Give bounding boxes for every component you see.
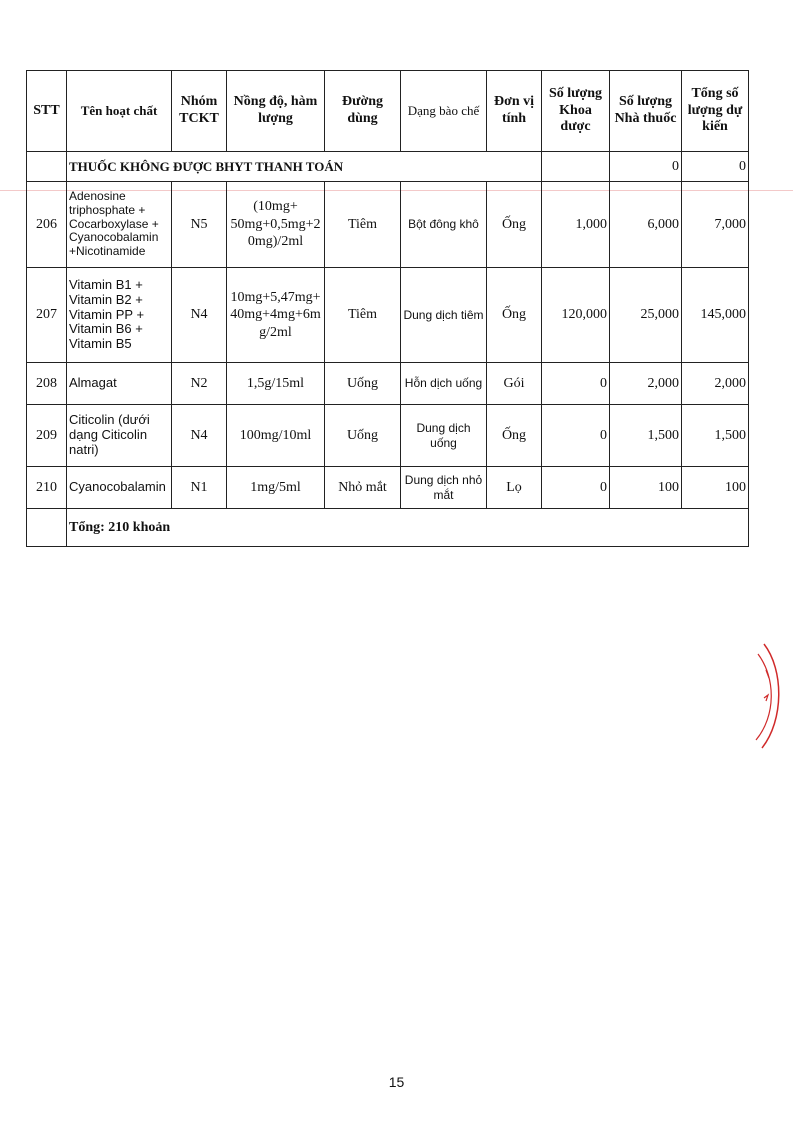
row-form: Dung dịch uống [401, 405, 487, 467]
header-name: Tên hoạt chất [67, 71, 172, 152]
row-concentration: 1,5g/15ml [227, 363, 325, 405]
row-qty-pharmacy: 25,000 [610, 268, 682, 363]
row-qty-dept: 0 [542, 363, 610, 405]
row-unit: Ống [487, 182, 542, 268]
row-group: N2 [172, 363, 227, 405]
header-qty-pharmacy: Số lượng Nhà thuốc [610, 71, 682, 152]
row-qty-total: 1,500 [682, 405, 749, 467]
table-header-row [27, 71, 749, 152]
row-stt: 207 [27, 268, 67, 363]
row-qty-total: 145,000 [682, 268, 749, 363]
drug-list-table [26, 70, 749, 547]
row-concentration: 1mg/5ml [227, 467, 325, 509]
row-qty-total: 7,000 [682, 182, 749, 268]
row-group: N4 [172, 405, 227, 467]
row-concentration: (10mg+ 50mg+0,5mg+2 0mg)/2ml [227, 182, 325, 268]
header-qty-dept: Số lượng Khoa dược [542, 71, 610, 152]
row-stt: 209 [27, 405, 67, 467]
row-form: Dung dịch nhỏ mắt [401, 467, 487, 509]
row-qty-pharmacy: 2,000 [610, 363, 682, 405]
row-name: Cyanocobalamin [67, 467, 172, 509]
row-route: Uống [325, 363, 401, 405]
row-name: Adenosine triphosphate + Cocarboxylase + Cyanocobalamin +Nicotinamide [67, 182, 172, 268]
row-qty-dept: 0 [542, 405, 610, 467]
row-name: Citicolin (dưới dạng Citicolin natri) [67, 405, 172, 467]
section-qty-dept-cell [542, 152, 610, 182]
table-row [27, 268, 749, 363]
table-row [27, 405, 749, 467]
row-concentration: 10mg+5,47mg+ 40mg+4mg+6m g/2ml [227, 268, 325, 363]
row-qty-total: 2,000 [682, 363, 749, 405]
row-unit: Lọ [487, 467, 542, 509]
row-qty-pharmacy: 1,500 [610, 405, 682, 467]
header-stt: STT [27, 71, 67, 152]
row-unit: Ống [487, 405, 542, 467]
row-unit: Ống [487, 268, 542, 363]
row-qty-pharmacy: 100 [610, 467, 682, 509]
section-qty-pharmacy: 0 [610, 152, 682, 182]
header-form: Dạng bào chế [401, 71, 487, 152]
row-qty-dept: 0 [542, 467, 610, 509]
section-qty-total: 0 [682, 152, 749, 182]
row-unit: Gói [487, 363, 542, 405]
row-route: Tiêm [325, 268, 401, 363]
row-route: Tiêm [325, 182, 401, 268]
total-stt-cell [27, 509, 67, 547]
row-route: Nhỏ mắt [325, 467, 401, 509]
section-title: THUỐC KHÔNG ĐƯỢC BHYT THANH TOÁN [67, 152, 542, 182]
row-qty-pharmacy: 6,000 [610, 182, 682, 268]
row-stt: 208 [27, 363, 67, 405]
table-row [27, 363, 749, 405]
header-group: Nhóm TCKT [172, 71, 227, 152]
table-row [27, 182, 749, 268]
row-stt: 210 [27, 467, 67, 509]
section-stt-cell [27, 152, 67, 182]
row-route: Uống [325, 405, 401, 467]
row-qty-dept: 1,000 [542, 182, 610, 268]
total-label: Tổng: 210 khoản [67, 509, 749, 547]
row-concentration: 100mg/10ml [227, 405, 325, 467]
section-row [27, 152, 749, 182]
row-group: N5 [172, 182, 227, 268]
header-qty-total: Tổng số lượng dự kiến [682, 71, 749, 152]
total-row [27, 509, 749, 547]
row-stt: 206 [27, 182, 67, 268]
row-form: Dung dịch tiêm [401, 268, 487, 363]
row-qty-total: 100 [682, 467, 749, 509]
row-group: N1 [172, 467, 227, 509]
page-number: 15 [388, 1074, 405, 1090]
header-concentration: Nồng độ, hàm lượng [227, 71, 325, 152]
row-name: Vitamin B1 + Vitamin B2 + Vitamin PP + Vitamin B6 + Vitamin B5 [67, 268, 172, 363]
row-name: Almagat [67, 363, 172, 405]
header-unit: Đơn vị tính [487, 71, 542, 152]
row-group: N4 [172, 268, 227, 363]
table-row [27, 467, 749, 509]
row-qty-dept: 120,000 [542, 268, 610, 363]
header-route: Đường dùng [325, 71, 401, 152]
row-form: Hỗn dịch uống [401, 363, 487, 405]
row-form: Bột đông khô [401, 182, 487, 268]
stamp-edge-mark [750, 640, 784, 750]
